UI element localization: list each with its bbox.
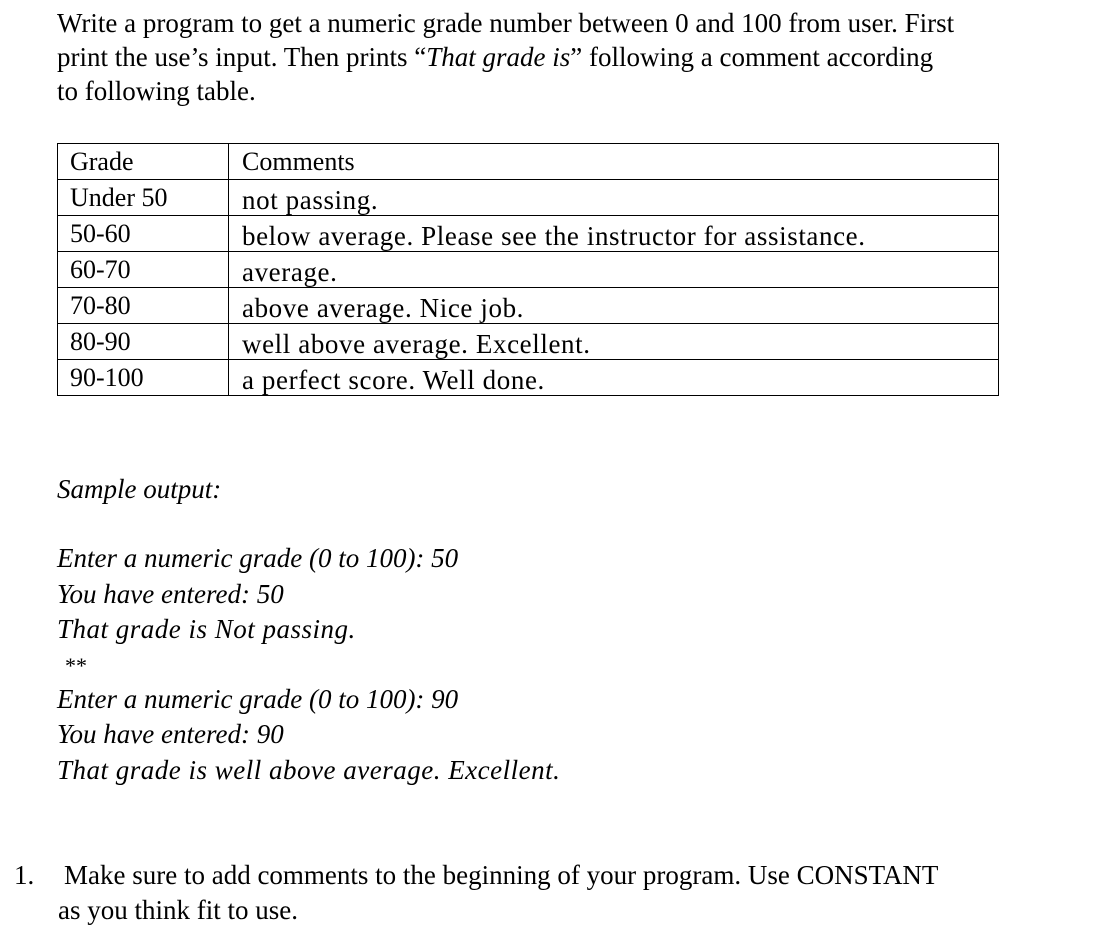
note-line-1: Make sure to add comments to the beginning of your program. Use CONSTANT — [64, 860, 939, 890]
table-cell-comment: a perfect score. Well done. — [229, 360, 999, 396]
table-cell-grade: 50-60 — [58, 216, 229, 252]
table-header-grade: Grade — [58, 144, 229, 180]
intro-line-2-start: print the use’s input. Then prints “ — [57, 42, 427, 72]
intro-line-1: Write a program to get a numeric grade number between 0 and 100 from user. First — [57, 8, 955, 38]
sample-run2-result: That grade is well above average. Excellent. — [57, 754, 561, 785]
table-cell-comment: average. — [229, 252, 999, 288]
table-cell-grade: 60-70 — [58, 252, 229, 288]
intro-line-2-end: ” following a comment according — [570, 42, 934, 72]
problem-statement — [57, 6, 1072, 108]
note-number: 1. — [14, 860, 35, 890]
intro-line-3: to following table. — [57, 76, 256, 106]
table-row — [58, 216, 999, 252]
sample-separator: ** — [65, 652, 87, 678]
numbered-note — [14, 858, 1084, 928]
table-header-row — [58, 144, 999, 180]
sample-run2-echo: You have entered: 90 — [57, 719, 284, 749]
table-row — [58, 360, 999, 396]
table-row — [58, 324, 999, 360]
sample-run1-result: That grade is Not passing. — [57, 614, 356, 644]
grade-comment-table — [57, 143, 999, 396]
table-cell-grade: 90-100 — [58, 360, 229, 396]
table-cell-grade: 80-90 — [58, 324, 229, 360]
sample-output-label: Sample output: — [57, 474, 222, 504]
table-cell-grade: Under 50 — [58, 180, 229, 216]
table-cell-grade: 70-80 — [58, 288, 229, 324]
table-cell-comment: above average. Nice job. — [229, 288, 999, 324]
sample-run1-echo: You have entered: 50 — [57, 578, 284, 609]
table-row — [58, 252, 999, 288]
table-cell-comment: below average. Please see the instructor for assistance. — [229, 216, 999, 252]
intro-line-2-italic: That grade is — [426, 42, 571, 72]
intro-line-2 — [57, 40, 1072, 74]
table-cell-comment: well above average. Excellent. — [229, 324, 999, 360]
sample-output — [57, 541, 560, 788]
sample-run1-prompt: Enter a numeric grade (0 to 100): 50 — [57, 543, 459, 573]
table-row — [58, 180, 999, 216]
table-cell-comment: not passing. — [229, 180, 999, 216]
sample-run2-prompt: Enter a numeric grade (0 to 100): 90 — [57, 683, 459, 714]
note-line-2: as you think fit to use. — [58, 895, 298, 925]
table-row — [58, 288, 999, 324]
table-header-comments: Comments — [229, 144, 999, 180]
